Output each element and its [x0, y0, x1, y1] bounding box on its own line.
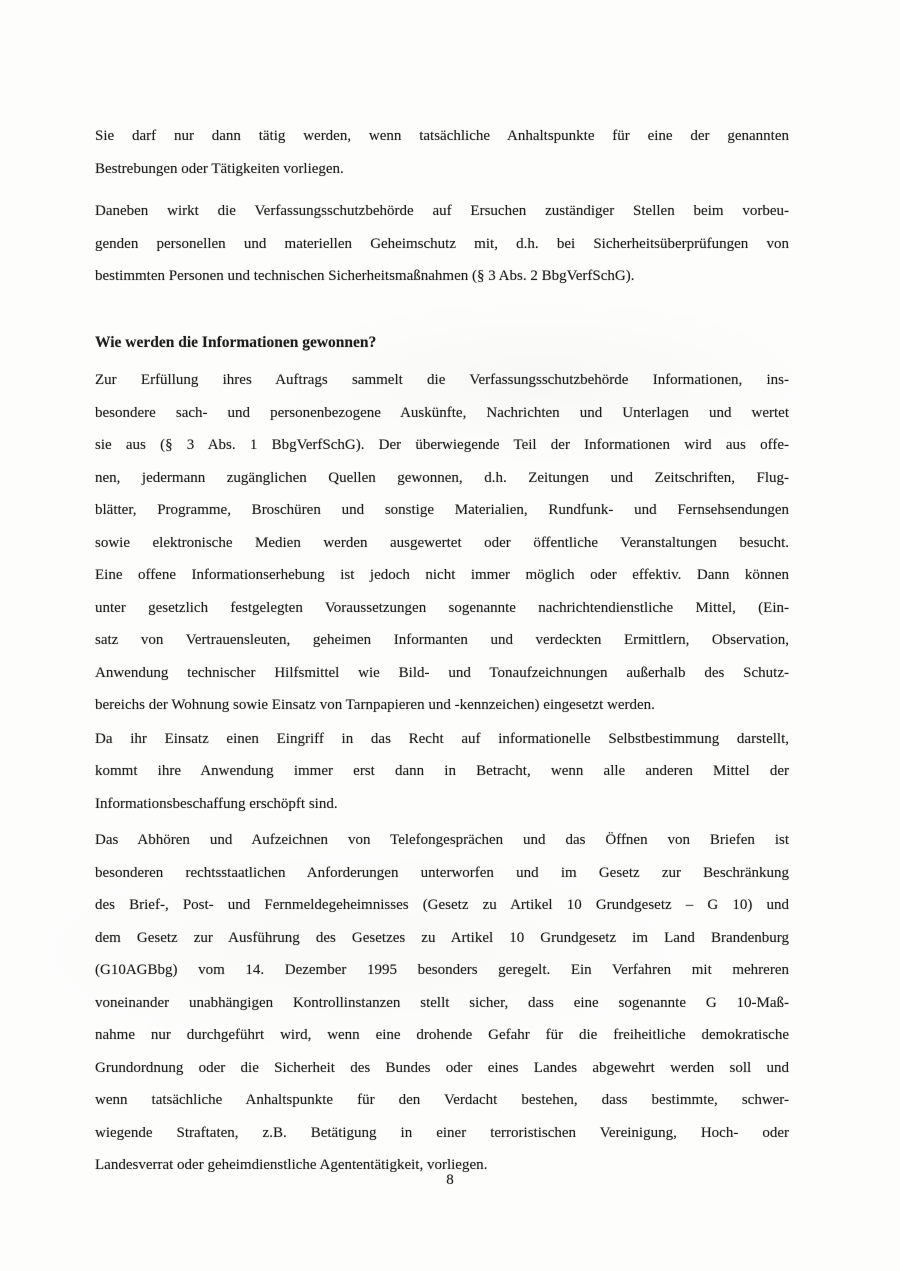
text-line: Daneben wirkt die Verfassungsschutzbehörde auf Ersuchen zuständiger Stellen beim vorbeu- [95, 203, 789, 219]
text-line: Anwendung technischer Hilfsmittel wie Bild- und Tonaufzeichnungen außerhalb des Schutz- [95, 664, 789, 681]
page-number: 8 [446, 1172, 454, 1188]
text-line: wenn tatsächliche Anhaltspunkte für den Verdacht bestehen, dass bestimmte, schwer- [95, 1092, 789, 1108]
text-line: Bestrebungen oder Tätigkeiten vorliegen. [95, 160, 344, 177]
paragraph-informationsgewinnung [95, 364, 789, 722]
paragraph-geheimschutz [95, 195, 789, 293]
text-line: Informationsbeschaffung erschöpft sind. [95, 795, 338, 812]
text-line: dem Gesetz zur Ausführung des Gesetzes zu Artikel 10 Grundgesetz im Land Brandenburg [95, 929, 789, 946]
document-page-body [95, 120, 789, 1182]
paragraph-selbstbestimmung [95, 723, 789, 821]
text-line: Landesverrat oder geheimdienstliche Agententätigkeit, vorliegen. [95, 1157, 488, 1173]
text-line: satz von Vertrauensleuten, geheimen Informanten und verdeckten Ermittlern, Observation, [95, 632, 789, 648]
text-line: Da ihr Einsatz einen Eingriff in das Recht auf informationelle Selbstbestimmung darstellt, [95, 730, 789, 747]
text-line: Eine offene Informationserhebung ist jedoch nicht immer möglich oder effektiv. Dann können [95, 567, 789, 583]
text-line: (G10AGBbg) vom 14. Dezember 1995 besonders geregelt. Ein Verfahren mit mehreren [95, 962, 789, 978]
text-line: sowie elektronische Medien werden ausgewertet oder öffentliche Veranstaltungen besucht. [95, 534, 789, 551]
text-line: blätter, Programme, Broschüren und sonstige Materialien, Rundfunk- und Fernsehsendungen [95, 502, 789, 518]
text-line: nahme nur durchgeführt wird, wenn eine drohende Gefahr für die freiheitliche demokratische [95, 1027, 789, 1043]
text-line: Zur Erfüllung ihres Auftrags sammelt die Verfassungsschutzbehörde Informationen, ins- [95, 372, 789, 388]
text-line: besonderen rechtsstaatlichen Anforderungen unterworfen und im Gesetz zur Beschränkung [95, 864, 789, 881]
text-line: besondere sach- und personenbezogene Auskünfte, Nachrichten und Unterlagen und wertet [95, 404, 789, 421]
text-line: bestimmten Personen und technischen Sicherheitsmaßnahmen (§ 3 Abs. 2 BbgVerfSchG). [95, 268, 635, 284]
text-line: genden personellen und materiellen Geheimschutz mit, d.h. bei Sicherheitsüberprüfungen von [95, 235, 789, 252]
text-line: bereichs der Wohnung sowie Einsatz von Tarnpapieren und -kennzeichen) eingesetzt werden. [95, 697, 655, 713]
text-line: sie aus (§ 3 Abs. 1 BbgVerfSchG). Der überwiegende Teil der Informationen wird aus offe- [95, 437, 789, 453]
text-line: Sie darf nur dann tätig werden, wenn tatsächliche Anhaltspunkte für eine der genannten [95, 128, 789, 144]
text-line: Das Abhören und Aufzeichnen von Telefongesprächen und das Öffnen von Briefen ist [95, 832, 789, 848]
text-line: des Brief-, Post- und Fernmeldegeheimnisses (Gesetz zu Artikel 10 Grundgesetz – G 10) und [95, 897, 789, 913]
text-line: wiegende Straftaten, z.B. Betätigung in einer terroristischen Vereinigung, Hoch- oder [95, 1124, 789, 1141]
text-line: nen, jedermann zugänglichen Quellen gewonnen, d.h. Zeitungen und Zeitschriften, Flug- [95, 469, 789, 486]
text-line: Grundordnung oder die Sicherheit des Bundes oder eines Landes abgewehrt werden soll und [95, 1059, 789, 1076]
text-line: unter gesetzlich festgelegten Voraussetzungen sogenannte nachrichtendienstliche Mittel, (Ein- [95, 599, 789, 616]
paragraph-g10 [95, 824, 789, 1182]
text-line: kommt ihre Anwendung immer erst dann in Betracht, wenn alle anderen Mittel der [95, 763, 789, 779]
text-line: voneinander unabhängigen Kontrollinstanzen stellt sicher, dass eine sogenannte G 10-Maß- [95, 994, 789, 1011]
section-heading: Wie werden die Informationen gewonnen? [95, 333, 377, 351]
paragraph-competence-limits [95, 120, 789, 185]
